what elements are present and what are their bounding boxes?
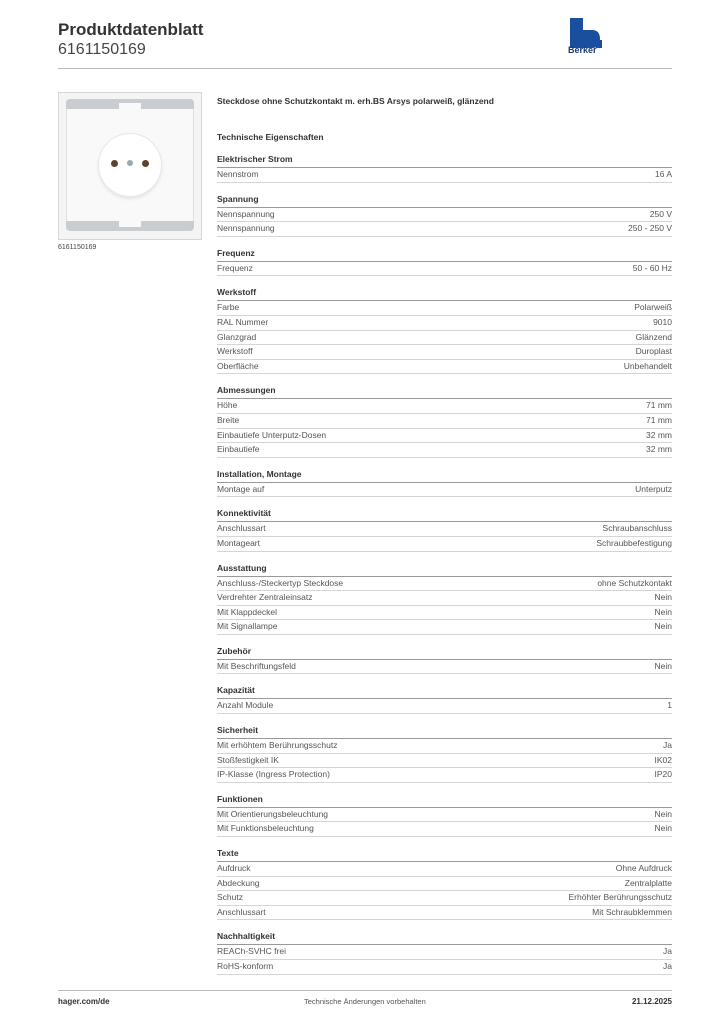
spec-row xyxy=(217,960,672,975)
spec-value: 250 V xyxy=(649,208,672,219)
spec-section xyxy=(217,724,672,783)
spec-row xyxy=(217,429,672,444)
spec-label: Frequenz xyxy=(217,262,253,273)
spec-value: Nein xyxy=(654,606,672,617)
spec-row xyxy=(217,331,672,346)
spec-label: Mit Funktionsbeleuchtung xyxy=(217,823,314,834)
spec-label: Nennstrom xyxy=(217,169,259,179)
spec-row xyxy=(217,822,672,837)
spec-value: Ja xyxy=(663,740,672,751)
spec-value: Duroplast xyxy=(635,346,672,357)
spec-section xyxy=(217,507,672,551)
footer-notice: Technische Änderungen vorbehalten xyxy=(304,997,426,1006)
spec-value: ohne Schutzkontakt xyxy=(597,577,672,588)
footer-date: 21.12.2025 xyxy=(631,997,672,1006)
spec-section xyxy=(217,153,672,183)
spec-value: Ohne Aufdruck xyxy=(615,863,672,874)
spec-row xyxy=(217,877,672,892)
spec-label: Farbe xyxy=(217,302,240,313)
spec-value: 71 mm xyxy=(646,400,672,411)
spec-label: Anschluss-/Steckertyp Steckdose xyxy=(217,577,344,588)
spec-row xyxy=(217,208,672,223)
spec-row xyxy=(217,906,672,921)
socket-pin xyxy=(111,160,118,167)
section-title: Installation, Montage xyxy=(217,468,672,483)
spec-row xyxy=(217,591,672,606)
spec-label: Anzahl Module xyxy=(217,700,274,711)
socket-center xyxy=(127,160,133,166)
section-title: Werkstoff xyxy=(217,286,672,301)
spec-value: Nein xyxy=(654,660,672,671)
socket-plate xyxy=(66,99,194,231)
spec-section xyxy=(217,384,672,457)
spec-section xyxy=(217,847,672,920)
product-image xyxy=(58,92,202,240)
header-divider xyxy=(58,68,672,69)
section-title: Elektrischer Strom xyxy=(217,153,672,168)
spec-label: Montage auf xyxy=(217,483,265,494)
spec-label: Stoßfestigkeit IK xyxy=(217,754,279,765)
spec-row xyxy=(217,262,672,277)
spec-row xyxy=(217,606,672,621)
section-title: Ausstattung xyxy=(217,562,672,577)
spec-label: Abdeckung xyxy=(217,877,260,888)
spec-value: 1 xyxy=(667,700,672,711)
spec-value: Ja xyxy=(663,946,672,957)
footer-divider xyxy=(58,990,672,991)
spec-value: Unbehandelt xyxy=(623,360,672,371)
spec-value: Polarweiß xyxy=(634,302,672,313)
spec-value: IP20 xyxy=(654,769,672,780)
technical-properties-title: Technische Eigenschaften xyxy=(217,132,324,142)
section-title: Konnektivität xyxy=(217,507,672,522)
spec-value: Nein xyxy=(654,808,672,819)
spec-sections xyxy=(217,153,672,975)
spec-section xyxy=(217,684,672,714)
spec-label: IP-Klasse (Ingress Protection) xyxy=(217,769,330,780)
footer-website: hager.com/de xyxy=(58,997,110,1006)
spec-value: Nein xyxy=(654,592,672,603)
spec-label: Nennspannung xyxy=(217,223,275,234)
spec-label: Mit Orientierungsbeleuchtung xyxy=(217,808,329,819)
spec-value: Schraubbefestigung xyxy=(596,537,672,548)
section-title: Funktionen xyxy=(217,793,672,808)
spec-row xyxy=(217,360,672,375)
section-title: Kapazität xyxy=(217,684,672,699)
spec-row xyxy=(217,945,672,960)
document-title: Produktdatenblatt xyxy=(58,20,204,39)
spec-label: Mit Beschriftungsfeld xyxy=(217,660,296,671)
spec-label: RAL Nummer xyxy=(217,316,269,327)
spec-value: Nein xyxy=(654,823,672,834)
spec-row xyxy=(217,891,672,906)
spec-section xyxy=(217,930,672,974)
spec-row xyxy=(217,620,672,635)
spec-value: Mit Schraubklemmen xyxy=(592,906,672,917)
spec-row xyxy=(217,222,672,237)
spec-row xyxy=(217,537,672,552)
spec-row xyxy=(217,660,672,675)
socket-pin xyxy=(142,160,149,167)
spec-row xyxy=(217,699,672,714)
spec-label: Höhe xyxy=(217,400,238,411)
spec-label: Mit Klappdeckel xyxy=(217,606,278,617)
spec-value: Nein xyxy=(654,621,672,632)
spec-row xyxy=(217,483,672,498)
spec-section xyxy=(217,247,672,277)
spec-value: Unterputz xyxy=(635,483,672,494)
spec-row xyxy=(217,577,672,592)
spec-row xyxy=(217,399,672,414)
spec-value: IK02 xyxy=(654,754,672,765)
spec-value: Zentralplatte xyxy=(624,877,672,888)
spec-label: Aufdruck xyxy=(217,863,251,874)
spec-value: 16 A xyxy=(654,169,672,179)
spec-value: 32 mm xyxy=(646,444,672,455)
spec-value: 50 - 60 Hz xyxy=(632,262,672,273)
spec-value: Ja xyxy=(663,961,672,971)
spec-value: Schraubanschluss xyxy=(602,523,672,534)
spec-row xyxy=(217,443,672,458)
spec-section xyxy=(217,793,672,837)
spec-label: Mit Signallampe xyxy=(217,621,278,632)
spec-section xyxy=(217,286,672,374)
spec-label: Werkstoff xyxy=(217,346,253,357)
spec-section xyxy=(217,193,672,237)
spec-value: 71 mm xyxy=(646,414,672,425)
section-title: Abmessungen xyxy=(217,384,672,399)
spec-row xyxy=(217,414,672,429)
spec-label: Einbautiefe xyxy=(217,444,260,455)
spec-label: Anschlussart xyxy=(217,523,266,534)
spec-section xyxy=(217,562,672,635)
section-title: Zubehör xyxy=(217,645,672,660)
socket-outlet xyxy=(99,134,161,196)
spec-label: Einbautiefe Unterputz-Dosen xyxy=(217,429,327,440)
spec-label: REACh-SVHC frei xyxy=(217,946,286,957)
spec-section xyxy=(217,645,672,675)
spec-value: 32 mm xyxy=(646,429,672,440)
document-header xyxy=(58,20,203,60)
spec-value: Glänzend xyxy=(635,331,672,342)
section-title: Spannung xyxy=(217,193,672,208)
spec-section xyxy=(217,468,672,498)
spec-row xyxy=(217,808,672,823)
spec-label: Glanzgrad xyxy=(217,331,257,342)
spec-label: Verdrehter Zentraleinsatz xyxy=(217,592,313,603)
spec-value: 9010 xyxy=(653,316,672,327)
spec-row xyxy=(217,754,672,769)
logo-text: Berker xyxy=(568,45,597,55)
spec-value: 250 - 250 V xyxy=(628,223,672,234)
product-description: Steckdose ohne Schutzkontakt m. erh.BS Arsys polarweiß, glänzend xyxy=(217,96,494,106)
spec-row xyxy=(217,862,672,877)
article-number: 6161150169 xyxy=(58,41,146,58)
spec-row xyxy=(217,768,672,783)
spec-content xyxy=(217,95,672,985)
spec-row xyxy=(217,316,672,331)
section-title: Nachhaltigkeit xyxy=(217,930,672,945)
section-title: Sicherheit xyxy=(217,724,672,739)
spec-label: Nennspannung xyxy=(217,208,275,219)
section-title: Texte xyxy=(217,847,672,862)
spec-label: Mit erhöhtem Berührungsschutz xyxy=(217,740,338,751)
spec-label: Montageart xyxy=(217,537,260,548)
spec-label: RoHS-konform xyxy=(217,961,274,971)
section-title: Frequenz xyxy=(217,247,672,262)
spec-label: Anschlussart xyxy=(217,906,266,917)
spec-value: Erhöhter Berührungsschutz xyxy=(568,892,672,903)
spec-row xyxy=(217,522,672,537)
image-caption: 6161150169 xyxy=(58,244,97,251)
spec-row xyxy=(217,301,672,316)
spec-label: Schutz xyxy=(217,892,243,903)
spec-row xyxy=(217,168,672,183)
spec-label: Breite xyxy=(217,414,240,425)
spec-label: Oberfläche xyxy=(217,360,259,371)
spec-row xyxy=(217,739,672,754)
spec-row xyxy=(217,345,672,360)
